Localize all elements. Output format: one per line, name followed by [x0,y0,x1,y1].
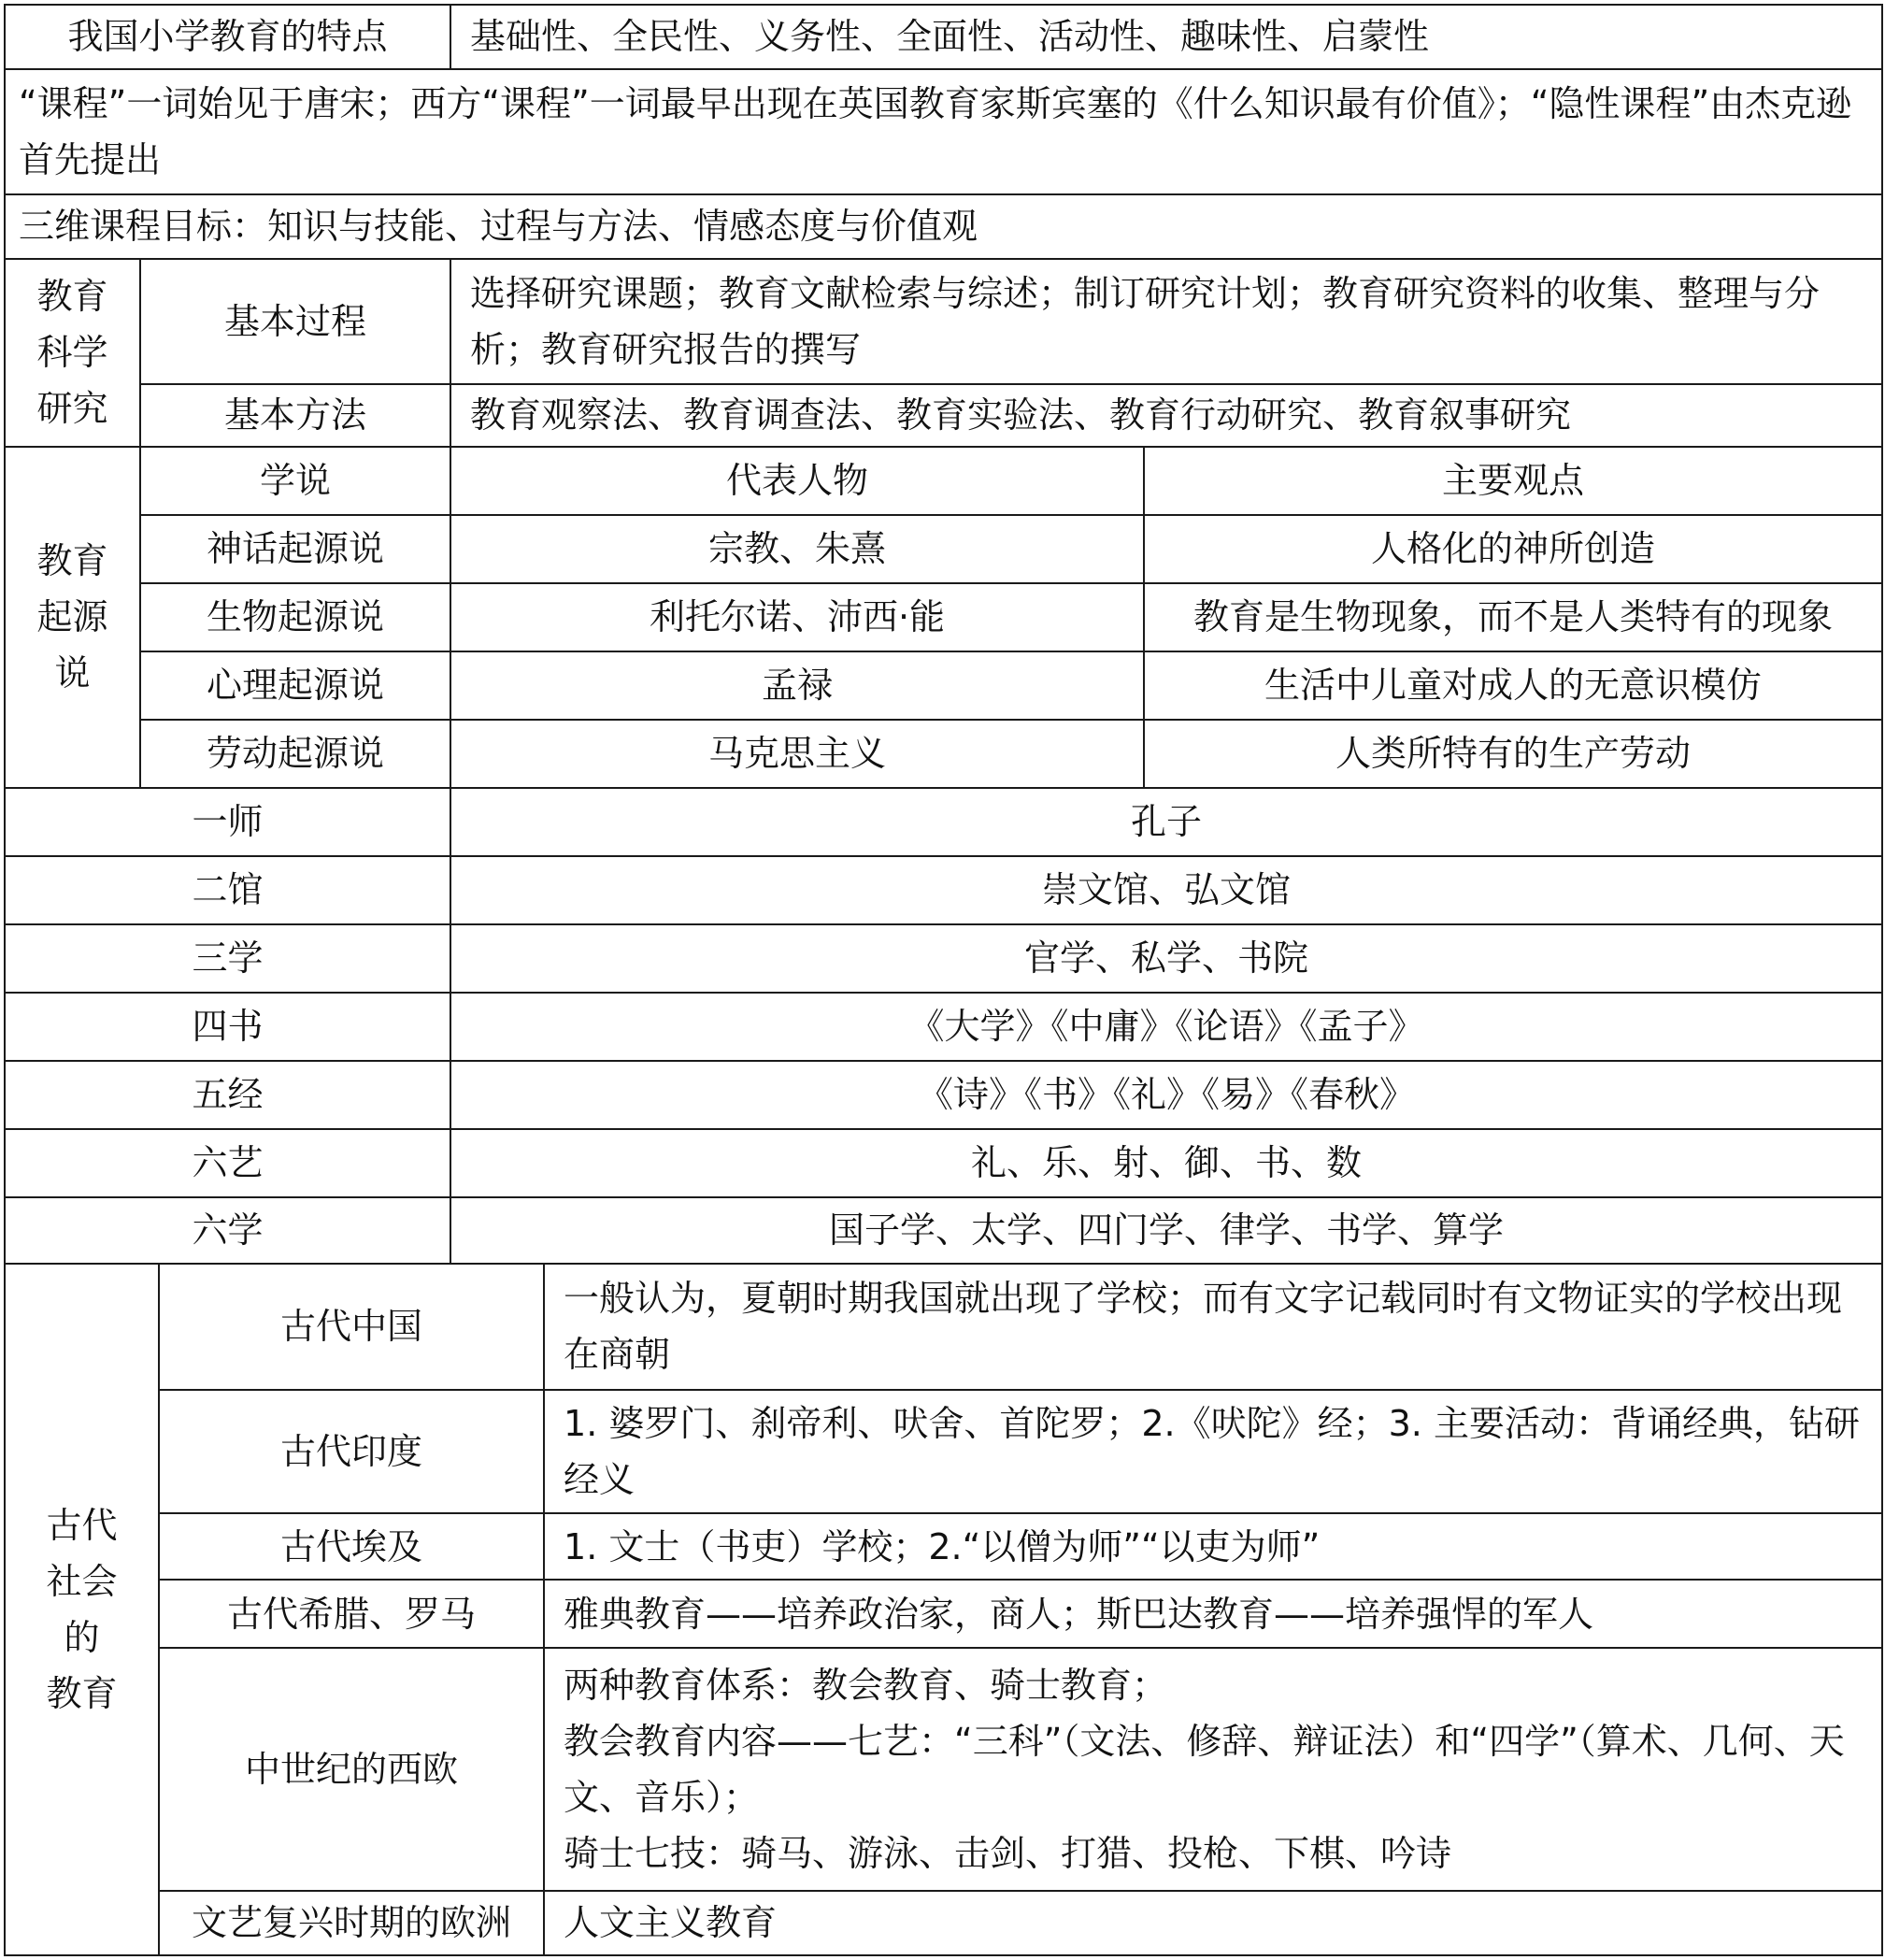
curriculum-origin-text: “课程”一词始见于唐宋；西方“课程”一词最早出现在英国教育家斯宾塞的《什么知识最有价值》；“隐性课程”由杰克逊首先提出 [5,69,1882,194]
society-text: 一般认为，夏朝时期我国就出现了学校；而有文字记载同时有文物证实的学校出现在商朝 [544,1264,1882,1391]
origin-row [5,720,1882,788]
term-content: 《诗》《书》《礼》《易》《春秋》 [450,1061,1882,1129]
research-process-text: 选择研究课题；教育文献检索与综述；制订研究计划；教育研究资料的收集、整理与分析；教育研究报告的撰写 [450,259,1882,384]
research-process-row [5,259,1882,384]
society-row [5,1891,1882,1955]
origin-theory: 神话起源说 [140,515,450,583]
society-region: 古代中国 [159,1264,544,1391]
origin-header-theory: 学说 [140,447,450,515]
origin-group-label: 教育 起源 说 [5,447,140,788]
features-row [5,5,1882,69]
features-text: 基础性、全民性、义务性、全面性、活动性、趣味性、启蒙性 [450,5,1882,69]
term-row [5,993,1882,1061]
term-label: 一师 [5,788,450,856]
research-method-row [5,384,1882,447]
society-row [5,1264,1882,1391]
term-label: 二馆 [5,856,450,924]
origin-view: 生活中儿童对成人的无意识模仿 [1144,651,1882,720]
term-content: 国子学、太学、四门学、律学、书学、算学 [450,1197,1882,1264]
term-label: 六学 [5,1197,450,1264]
research-method-label: 基本方法 [140,384,450,447]
term-row [5,924,1882,993]
society-text: 两种教育体系：教会教育、骑士教育； 教会教育内容——七艺：“三科”（文法、修辞、辩证法）和“四学”（算术、几何、天文、音乐）； 骑士七技：骑马、游泳、击剑、打猎、投枪、下棋、吟诗 [544,1648,1882,1891]
origin-view: 人格化的神所创造 [1144,515,1882,583]
research-group-label: 教育 科学 研究 [5,259,140,447]
origin-people: 孟禄 [450,651,1144,720]
term-label: 五经 [5,1061,450,1129]
origin-theory: 劳动起源说 [140,720,450,788]
origin-header-view: 主要观点 [1144,447,1882,515]
society-text: 1. 婆罗门、刹帝利、吠舍、首陀罗；2.《吠陀》经；3. 主要活动：背诵经典，钻研经义 [544,1390,1882,1513]
curriculum-goals-text: 三维课程目标：知识与技能、过程与方法、情感态度与价值观 [5,194,1882,259]
society-region: 中世纪的西欧 [159,1648,544,1891]
society-text: 雅典教育——培养政治家，商人；斯巴达教育——培养强悍的军人 [544,1580,1882,1648]
society-region: 古代印度 [159,1390,544,1513]
society-text: 人文主义教育 [544,1891,1882,1955]
society-region: 古代希腊、罗马 [159,1580,544,1648]
term-row [5,856,1882,924]
society-row [5,1580,1882,1648]
origin-people: 利托尔诺、沛西·能 [450,583,1144,651]
society-region: 文艺复兴时期的欧洲 [159,1891,544,1955]
origin-people: 马克思主义 [450,720,1144,788]
curriculum-origin-row [5,69,1882,194]
term-row [5,1129,1882,1197]
origin-header-row [5,447,1882,515]
term-content: 《大学》《中庸》《论语》《孟子》 [450,993,1882,1061]
research-method-text: 教育观察法、教育调查法、教育实验法、教育行动研究、教育叙事研究 [450,384,1882,447]
term-label: 四书 [5,993,450,1061]
term-row [5,1197,1882,1264]
origin-view: 人类所特有的生产劳动 [1144,720,1882,788]
features-label: 我国小学教育的特点 [5,5,450,69]
origin-view: 教育是生物现象，而不是人类特有的现象 [1144,583,1882,651]
term-row [5,788,1882,856]
society-group-label: 古代 社会 的 教育 [5,1264,159,1955]
term-content: 崇文馆、弘文馆 [450,856,1882,924]
society-row [5,1513,1882,1580]
term-content: 官学、私学、书院 [450,924,1882,993]
term-content: 孔子 [450,788,1882,856]
term-label: 三学 [5,924,450,993]
origin-row [5,515,1882,583]
education-summary-table [4,4,1883,1956]
society-region: 古代埃及 [159,1513,544,1580]
origin-header-people: 代表人物 [450,447,1144,515]
term-row [5,1061,1882,1129]
origin-theory: 心理起源说 [140,651,450,720]
research-process-label: 基本过程 [140,259,450,384]
society-row [5,1390,1882,1513]
society-row [5,1648,1882,1891]
society-text: 1. 文士（书吏）学校；2.“以僧为师”“以吏为师” [544,1513,1882,1580]
origin-row [5,651,1882,720]
origin-row [5,583,1882,651]
term-label: 六艺 [5,1129,450,1197]
curriculum-goals-row [5,194,1882,259]
origin-theory: 生物起源说 [140,583,450,651]
origin-people: 宗教、朱熹 [450,515,1144,583]
term-content: 礼、乐、射、御、书、数 [450,1129,1882,1197]
